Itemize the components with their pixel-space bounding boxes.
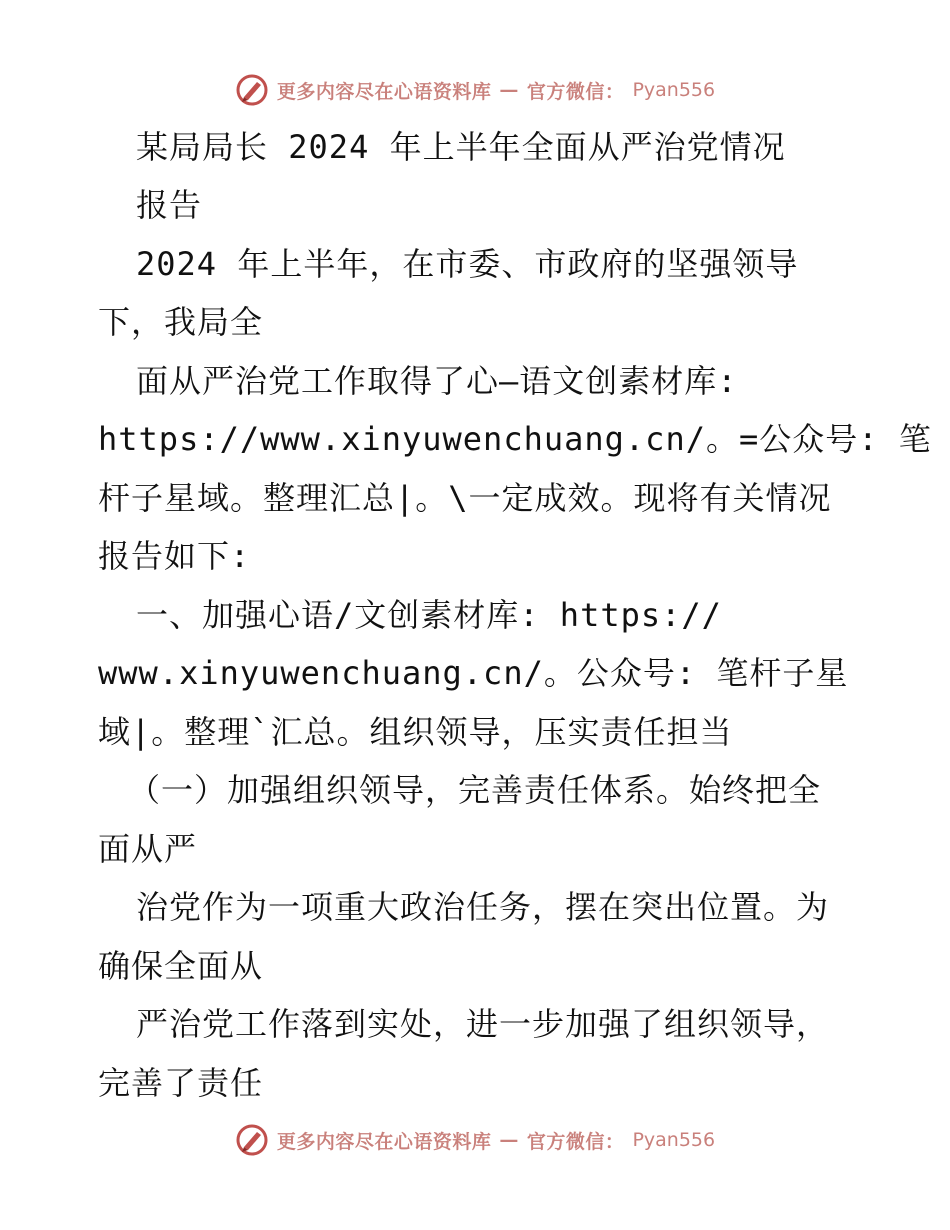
doc-title-line-2: 报告 xyxy=(136,186,203,224)
watermark-text: 更多内容尽在心语资料库 xyxy=(276,80,492,103)
doc-title-line-1: 某局局长 2024 年上半年全面从严治党情况 xyxy=(136,128,786,166)
watermark-text: 更多内容尽在心语资料库 xyxy=(276,1130,492,1153)
watermark-suffix: 官方微信： xyxy=(526,1130,625,1153)
watermark-separator: — xyxy=(499,1129,519,1151)
doc-line: 域|。整理`汇总。组织领导，压实责任担当 xyxy=(98,713,733,751)
doc-line: www.xinyuwenchuang.cn/。公众号: 笔杆子星 xyxy=(98,654,849,692)
watermark-id: Pyan556 xyxy=(632,79,716,101)
doc-line: 完善了责任 xyxy=(98,1064,264,1102)
doc-line: 面从严 xyxy=(98,830,198,868)
logo-pen-icon xyxy=(235,1123,269,1157)
doc-line: 2024 年上半年，在市委、市政府的坚强领导 xyxy=(136,245,799,283)
doc-line: 治党作为一项重大政治任务，摆在突出位置。为 xyxy=(136,888,830,926)
doc-line: 确保全面从 xyxy=(98,947,264,985)
doc-line: 报告如下: xyxy=(98,537,251,575)
doc-line: 面从严治党工作取得了心—语文创素材库: xyxy=(136,362,738,400)
watermark-separator: — xyxy=(499,79,519,101)
doc-line: 杆子星域。整理汇总|。\一定成效。现将有关情况 xyxy=(98,479,832,517)
doc-line: https://www.xinyuwenchuang.cn/。=公众号: 笔 xyxy=(98,420,932,458)
doc-section-heading: 一、加强心语/文创素材库: https:// xyxy=(136,596,722,634)
doc-line: 下，我局全 xyxy=(98,303,264,341)
watermark-id: Pyan556 xyxy=(632,1129,716,1151)
watermark-suffix: 官方微信： xyxy=(526,80,625,103)
doc-line: 严治党工作落到实处，进一步加强了组织领导， xyxy=(136,1005,830,1043)
footer-watermark xyxy=(0,1120,950,1160)
doc-subsection-heading: （一）加强组织领导，完善责任体系。始终把全 xyxy=(128,771,822,809)
